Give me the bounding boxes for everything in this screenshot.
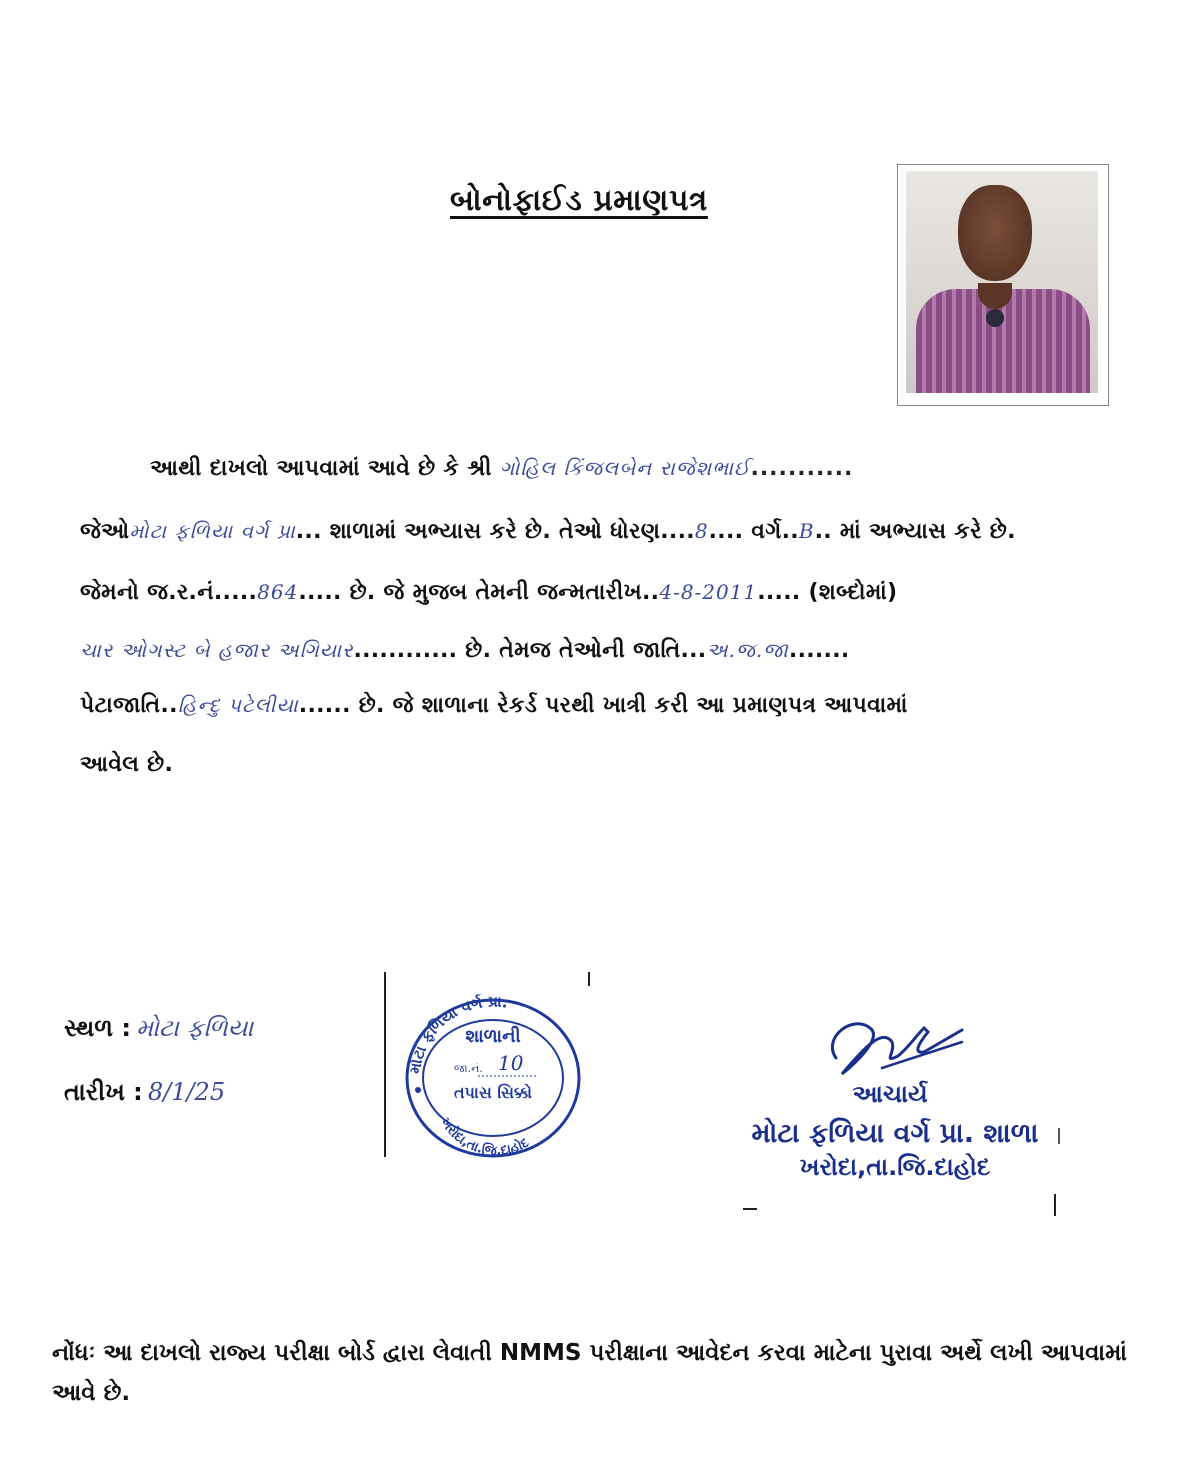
line6-text: આવેલ છે. [80, 752, 174, 777]
line1-dots: ........... [750, 456, 854, 481]
caste-field: અ.જ.જા [706, 638, 789, 662]
line5-suffix: ...... છે. જે શાળાના રેકર્ડ પરથી ખાત્રી કરી આ પ્રમાણપત્ર આપવામાં [298, 693, 908, 718]
student-name-field: ગોહિલ કિંજલબેન રાજેશભાઈ [499, 456, 751, 480]
footer-note: નોંધઃ આ દાખલો રાજ્ય પરીક્ષા બોર્ડ દ્વારા લેવાતી NMMS પરીક્ષાના આવેદન કરવા માટેના પુરાવા અર્થે લખી આપવામાં આવે છે. [52, 1340, 1127, 1406]
signature-frame-left [743, 1208, 757, 1210]
line2-mid: ... શાળામાં અભ્યાસ કરે છે. તેઓ ધોરણ.... [295, 519, 695, 544]
certificate-line-1 [150, 456, 1190, 481]
place-label: સ્થળ : [64, 1014, 131, 1042]
place-row [64, 1014, 253, 1042]
signature-frame-tick [1058, 1128, 1060, 1144]
line2-prefix: જેઓ [80, 519, 130, 544]
birth-date-words-field: ચાર ઓગસ્ટ બે હજાર અગિયાર [80, 638, 354, 662]
birth-date-field: 4-8-2011 [659, 580, 758, 604]
date-row [64, 1078, 225, 1106]
certificate-line-6 [80, 752, 1140, 777]
line3-mid: ..... છે. જે મુજબ તેમની જન્મતારીખ.. [298, 580, 660, 605]
principal-title: આચાર્ય [852, 1080, 928, 1108]
page-title: બોનોફાઈડ પ્રમાણપત્ર [450, 183, 708, 218]
stamp-number-value: 10 [498, 1051, 524, 1075]
stamp-top-text: મોટા ફળિયા વર્ગ પ્રા. [405, 992, 510, 1075]
date-value: 8/1/25 [147, 1078, 226, 1106]
stamp-dot-icon [415, 1087, 421, 1093]
stamp-bottom-text: ખરોદા,તા.જિ.દાહોદ [437, 1115, 532, 1160]
line2-mid2: .... વર્ગ.. [708, 519, 799, 544]
certificate-line-5 [80, 693, 1140, 718]
signature-frame-right [1054, 1194, 1056, 1216]
line4-mid: ............ છે. તેમજ તેઓની જાતિ... [353, 638, 707, 663]
photo-tie [986, 309, 1004, 327]
principal-signature [812, 1008, 972, 1088]
line1-prefix: આથી દાખલો આપવામાં આવે છે કે શ્રી [150, 456, 492, 481]
stamp-center-title: શાળાની [465, 1026, 521, 1047]
division-field: B [798, 519, 815, 543]
certificate-line-4 [80, 638, 1140, 663]
school-name-field: મોટા ફળિયા વર્ગ પ્રા [129, 519, 296, 543]
place-value: મોટા ફળિયા [136, 1014, 254, 1042]
certificate-line-3 [80, 580, 1140, 605]
line2-suffix: .. માં અભ્યાસ કરે છે. [814, 519, 1016, 544]
line4-suffix: ....... [788, 638, 850, 663]
stamp-center-text: તપાસ સિક્કો [453, 1083, 533, 1102]
principal-school: મોટા ફળિયા વર્ગ પ્રા. શાળા [751, 1118, 1039, 1149]
photo-face [958, 185, 1032, 281]
line5-prefix: પેટાજાતિ.. [80, 693, 178, 718]
photo-image [906, 171, 1098, 393]
school-stamp [398, 992, 588, 1164]
standard-field: 8 [694, 519, 709, 543]
register-number-field: 864 [257, 580, 299, 604]
subcaste-field: હિન્દુ પટેલીયા [177, 693, 299, 717]
certificate-line-2 [80, 519, 1140, 544]
principal-address: ખરોદા,તા.જિ.દાહોદ [799, 1153, 991, 1181]
stamp-frame-edge [588, 972, 590, 986]
student-photo [897, 164, 1109, 406]
line3-prefix: જેમનો જ.ર.નં..... [80, 580, 258, 605]
date-label: તારીખ : [64, 1078, 143, 1106]
line3-suffix: ..... (શબ્દોમાં) [757, 580, 898, 605]
stamp-number-label: જા.નં. [454, 1062, 483, 1075]
